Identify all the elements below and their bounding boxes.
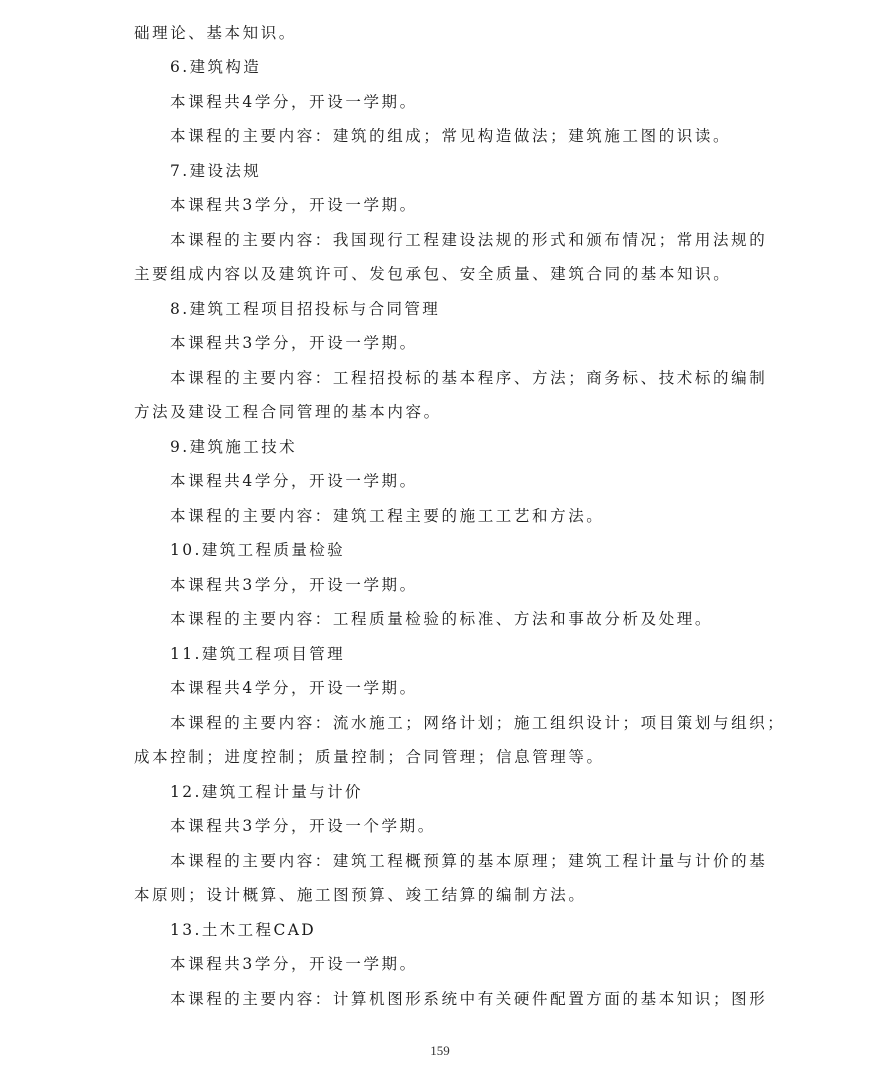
- course-heading-11: 11.建筑工程项目管理: [170, 645, 346, 663]
- course-credits: 本课程共4学分，开设一学期。: [170, 679, 418, 697]
- paragraph-continuation: 础理论、基本知识。: [134, 24, 297, 42]
- course-content-continuation: 成本控制；进度控制；质量控制；合同管理；信息管理等。: [134, 748, 605, 766]
- course-heading-10: 10.建筑工程质量检验: [170, 541, 346, 559]
- course-content-continuation: 方法及建设工程合同管理的基本内容。: [134, 403, 442, 421]
- course-content-continuation: 主要组成内容以及建筑许可、发包承包、安全质量、建筑合同的基本知识。: [134, 265, 732, 283]
- course-credits: 本课程共3学分，开设一个学期。: [170, 817, 436, 835]
- course-credits: 本课程共3学分，开设一学期。: [170, 955, 418, 973]
- course-content: 本课程的主要内容：流水施工；网络计划；施工组织设计；项目策划与组织；: [170, 714, 786, 732]
- course-content: 本课程的主要内容：工程质量检验的标准、方法和事故分析及处理。: [170, 610, 714, 628]
- course-credits: 本课程共4学分，开设一学期。: [170, 472, 418, 490]
- page-number: 159: [430, 1043, 450, 1058]
- course-content-continuation: 本原则；设计概算、施工图预算、竣工结算的编制方法。: [134, 886, 587, 904]
- course-heading-13: 13.土木工程CAD: [170, 921, 317, 939]
- course-heading-7: 7.建设法规: [170, 162, 262, 180]
- course-content: 本课程的主要内容：建筑工程概预算的基本原理；建筑工程计量与计价的基: [170, 852, 768, 870]
- course-content: 本课程的主要内容：建筑的组成；常见构造做法；建筑施工图的识读。: [170, 127, 732, 145]
- course-heading-12: 12.建筑工程计量与计价: [170, 783, 363, 801]
- course-credits: 本课程共3学分，开设一学期。: [170, 196, 418, 214]
- course-credits: 本课程共3学分，开设一学期。: [170, 576, 418, 594]
- course-content: 本课程的主要内容：建筑工程主要的施工工艺和方法。: [170, 507, 605, 525]
- course-credits: 本课程共4学分，开设一学期。: [170, 93, 418, 111]
- course-content: 本课程的主要内容：我国现行工程建设法规的形式和颁布情况；常用法规的: [170, 231, 768, 249]
- course-heading-8: 8.建筑工程项目招投标与合同管理: [170, 300, 441, 318]
- course-heading-9: 9.建筑施工技术: [170, 438, 297, 456]
- course-heading-6: 6.建筑构造: [170, 58, 262, 76]
- course-content: 本课程的主要内容：计算机图形系统中有关硬件配置方面的基本知识；图形: [170, 990, 768, 1008]
- course-credits: 本课程共3学分，开设一学期。: [170, 334, 418, 352]
- course-content: 本课程的主要内容：工程招投标的基本程序、方法；商务标、技术标的编制: [170, 369, 768, 387]
